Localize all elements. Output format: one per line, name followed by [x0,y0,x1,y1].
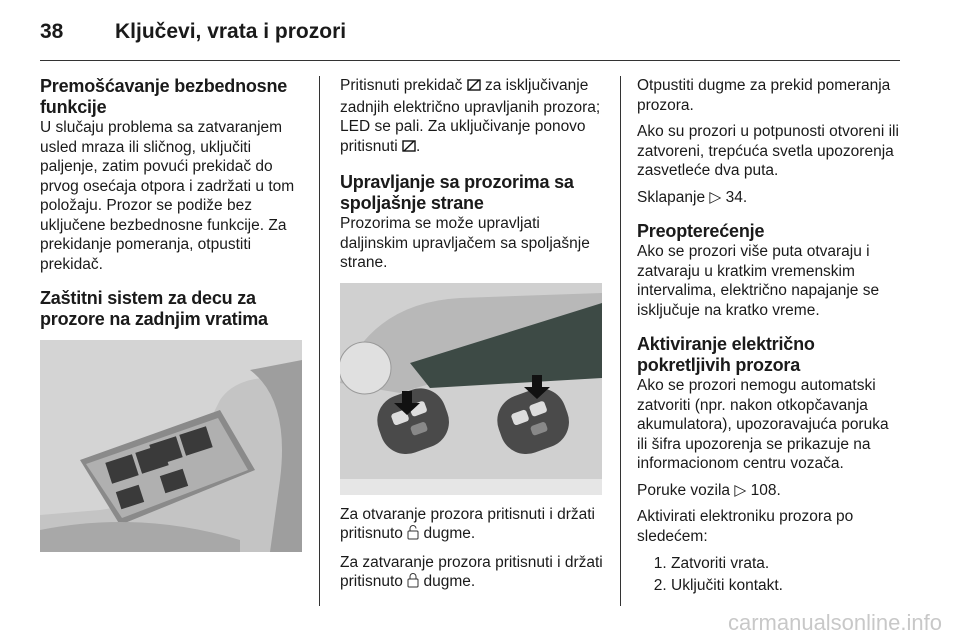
column-3 [637,76,903,597]
remote-key-image [340,283,602,495]
release-button-paragraph: Otpustiti dugme za prekid pomeranja prozora. [637,77,891,114]
child-lock-switch-icon-2 [402,139,416,159]
vehicle-messages-text: Poruke vozila [637,481,731,499]
child-lock-switch-icon [467,78,481,98]
list-item: 2. Uključiti kontakt. [671,575,903,597]
column-1 [40,76,306,552]
section-heading-remote: Upravljanje sa prozorima sa spoljašnje strane [340,172,574,213]
child-lock-paragraph [340,76,606,158]
section-heading-child-lock: Zaštitni sistem za decu za prozore na zadnjim vratima [40,288,268,329]
section-heading-activation: Aktiviranje električno pokretljivih prozora [637,334,815,375]
vehicle-messages-reference [637,481,903,501]
header-rule [40,60,900,61]
folding-reference-text: Sklapanje [637,188,706,206]
page-ref-arrow-icon: ▷ [709,188,722,206]
list-item: 1. Zatvoriti vrata. [671,553,903,575]
page-ref-arrow-icon: ▷ [734,481,747,499]
column-2 [340,76,606,601]
lock-button-icon [407,573,419,594]
section-heading-overload: Preopterećenje [637,221,765,241]
column-divider-2 [620,76,621,606]
folding-reference-page[interactable]: 34. [725,188,748,206]
hazard-lights-paragraph: Ako su prozori u potpunosti otvoreni ili zatvoreni, trepćuća svetla upozorenja zasvetleće dva puta. [637,123,899,179]
activation-paragraph: Ako se prozori nemogu automatski zatvoriti (npr. nakon otkopčavanja akumulatora), upozoravajuća poruka ili šifra upozorenja se prikazuje na informacionom centru vozača. [637,377,889,472]
child-lock-text-a: Pritisnuti prekidač [340,77,463,94]
open-windows-paragraph [340,505,606,546]
child-lock-text-b: za isključivanje zadnjih električno upravljanih prozora; LED se pali. Za uključivanje ponovo pritisnuti [340,77,601,155]
close-windows-paragraph [340,553,606,594]
folding-reference [637,188,903,208]
child-lock-text-c: . [416,137,421,155]
page-number: 38 [40,20,64,43]
unlock-button-icon [407,525,419,546]
close-windows-text-a: Za zatvaranje prozora pritisnuti i držati pritisnuto [340,553,603,590]
close-windows-text-b: dugme. [423,573,476,590]
section-heading-bypass: Premošćavanje bezbednosne funkcije [40,76,288,117]
door-switch-image [40,340,302,552]
activate-electronics-paragraph: Aktivirati elektroniku prozora po sledećem: [637,508,854,545]
chapter-title: Ključevi, vrata i prozori [115,20,347,43]
column-divider-1 [319,76,320,606]
overload-paragraph: Ako se prozori više puta otvaraju i zatvaraju u kratkim vremenskim intervalima, električno napajanje se isključuje na kratko vreme. [637,243,880,319]
activation-steps [637,553,903,597]
open-windows-text-a: Za otvaranje prozora pritisnuti i držati pritisnuto [340,505,596,542]
remote-paragraph: Prozorima se može upravljati daljinskim upravljačem sa spoljašnje strane. [340,215,590,271]
open-windows-text-b: dugme. [423,525,476,542]
bypass-paragraph: U slučaju problema sa zatvaranjem usled mraza ili sličnog, uključiti paljenje, zatim povući prekidač do prvog osećaja otpora i zadržati u tom položaju. Prozor se podiže bez uključene bezbednosne funkcije. Za prekidanje pomeranja, otpustiti prekidač. [40,119,295,273]
watermark: carmanualsonline.info [727,610,942,635]
vehicle-messages-page[interactable]: 108. [750,481,781,499]
